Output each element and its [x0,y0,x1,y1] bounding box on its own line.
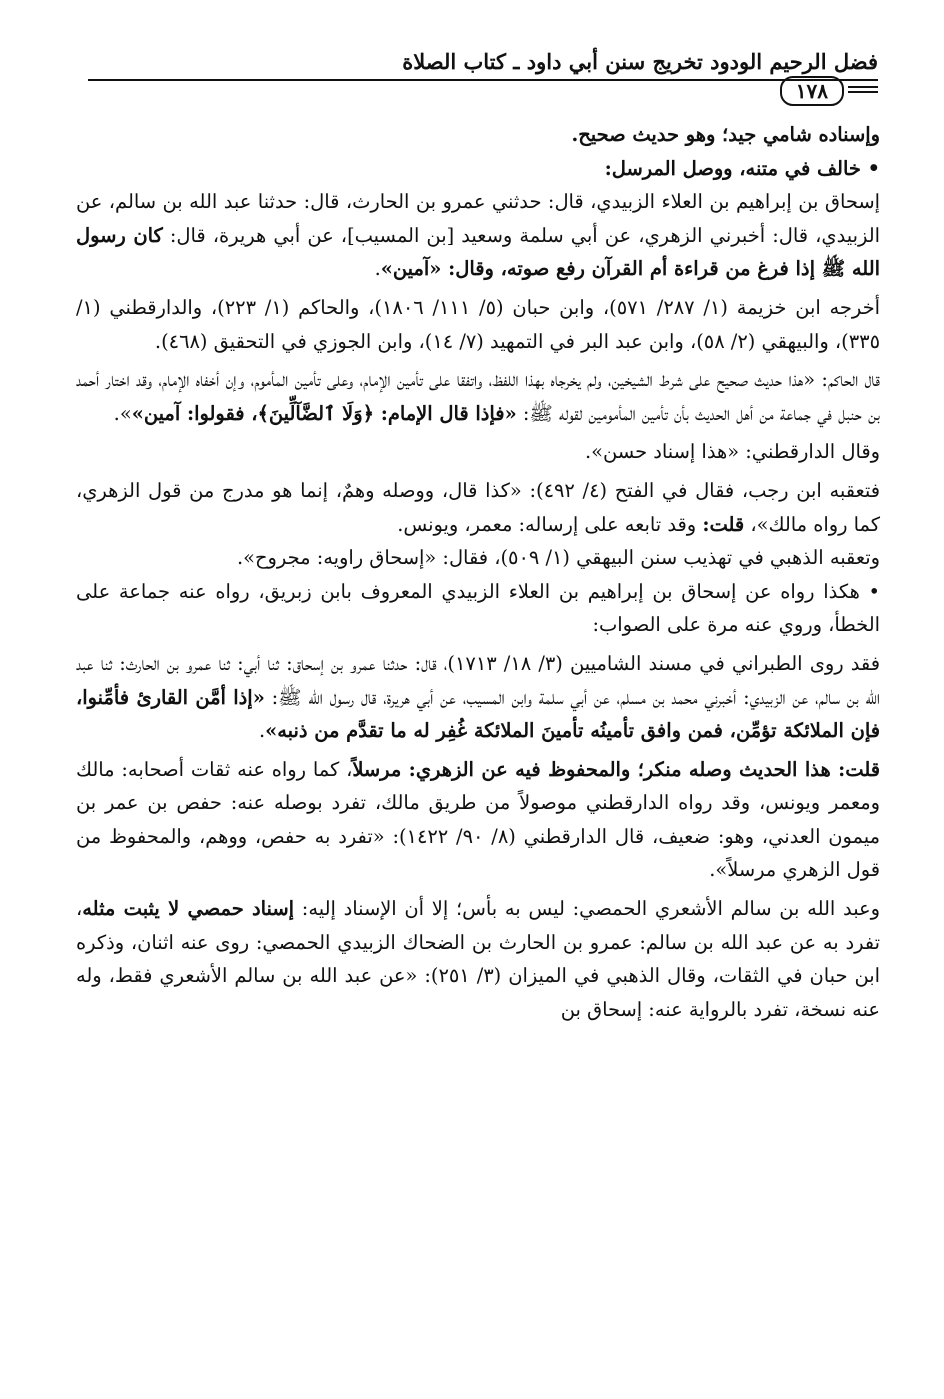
paragraph [76,118,880,152]
text-run: وقد تابعه على إرساله: معمر، ويونس. [397,512,703,536]
text-run: وعبد الله بن سالم الأشعري الحمصي: ليس به بأس؛ إلا أن الإسناد إليه: [294,897,880,921]
bold-text: • خالف في متنه، ووصل المرسل: [604,156,880,180]
text-run: فقد روى الطبراني في مسند الشاميين (٣/ ١٨/ ١٧١٣)، قال: حدثنا عمرو بن إسحاق: ثنا أبي: ثنا عمرو بن الحارث: ثنا عبد الله بن سالم، عن الزبيدي: أخبرني محمد بن مسلم، عن أبي سلمة وابن المسيب، عن أبي هريرة، قال رسول الله ﷺ: [76,651,880,709]
text-run: ، كما رواه عنه ثقات أصحابه: مالك ومعمر ويونس، وقد رواه الدارقطني موصولاً من طريق مالك، تفرد بوصله عنه: حفص بن عمر بن ميمون العدني، وهو: ضعيف، قال الدارقطني (٨/ ٩٠/ ١٤٢٢): «تفرد به حفص، ووهم، والمحفوظ من قول الزهري مرسلاً». [76,757,880,882]
text-run: • هكذا رواه عن إسحاق بن إبراهيم بن العلاء الزبيدي المعروف بابن زبريق، رواه عنه جماعة على الخطأ، وروي عنه مرة على الصواب: [76,579,880,637]
ornament-line [848,86,878,88]
bold-text: «إذا أمَّن القارئ فأمِّنوا، فإن الملائكة تؤمِّن، فمن وافق تأمينُه تأمينَ الملائكة غُفِر له ما تقدَّم من ذنبه» [76,685,880,743]
text-run: وتعقبه الذهبي في تهذيب سنن البيهقي (١/ ٥٠٩)، فقال: «إسحاق راويه: مجروح». [237,546,880,570]
text-run: قال الحاكم: «هذا حديث صحيح على شرط الشيخين، ولم يخرجاه بهذا اللفظ، واتفقا على تأمين الإمام، وعلى تأمين المأموم، وإن أخفاه الإمام، وقد اختار أحمد بن حنبل في جماعة من أهل الحديث بأن تأمين المأمومين لقوله ﷺ: [76,368,880,425]
running-title: فضل الرحيم الودود تخريج سنن أبي داود ـ كتاب الصلاة [402,49,878,74]
bold-text: وإسناده شامي جيد؛ وهو حديث صحيح. [571,123,880,146]
paragraph [76,541,880,575]
page-number-row [88,76,878,106]
text-run: إسحاق بن إبراهيم بن العلاء الزبيدي، قال: حدثني عمرو بن الحارث، قال: حدثنا عبد الله بن سالم، عن الزبيدي، قال: أخبرني الزهري، عن أبي سلمة وسعيد [بن المسيب]، عن أبي هريرة، قال: [76,190,880,247]
text-run: . [258,719,266,743]
paragraph [76,185,880,286]
bold-text: قلت: [702,512,745,536]
bold-text: «فإذا قال الإمام: ﴿وَلَا ٱلضَّآلِّينَ﴾، فقولوا: آمين» [131,401,517,425]
paragraph [76,753,880,887]
bold-text: كان رسول الله ﷺ إذا فرغ من قراءة أم القرآن رفع صوته، وقال: «آمين» [76,223,880,281]
paragraph [76,152,880,186]
text-run: . [374,257,381,281]
ornament-line [848,91,878,93]
paragraph [76,575,880,642]
paragraph [76,892,880,1026]
text-run: فتعقبه ابن رجب، فقال في الفتح (٤/ ٤٩٢): «كذا قال، ووصله وهمٌ، إنما هو مدرج من قول الزهري، كما رواه مالك»، [76,478,880,536]
page-number: ١٧٨ [780,76,844,106]
bold-text: إسناد حمصي لا يثبت مثله [82,897,295,921]
page-body [76,118,880,1026]
text-run: وقال الدارقطني: «هذا إسناد حسن». [585,440,880,464]
paragraph [76,435,880,469]
paragraph [76,291,880,358]
paragraph [76,474,880,541]
paragraph [76,363,880,430]
text-run: ، تفرد به عن عبد الله بن سالم: عمرو بن الحارث بن الضحاك الزبيدي الحمصي: روى عنه اثنان، وذكره ابن حبان في الثقات، وقال الذهبي في الميزان (٣/ ٢٥١): «عن عبد الله بن سالم الأشعري فقط، وله عنه نسخة، تفرد بالرواية عنه: إسحاق بن [76,897,880,1021]
text-run: أخرجه ابن خزيمة (١/ ٢٨٧/ ٥٧١)، وابن حبان (٥/ ١١١/ ١٨٠٦)، والحاكم (١/ ٢٢٣)، والدارقطني (١/ ٣٣٥)، والبيهقي (٢/ ٥٨)، وابن عبد البر في التمهيد (٧/ ١٤)، وابن الجوزي في التحقيق (٤٦٨). [76,295,880,353]
text-run: ». [113,401,132,425]
bold-text: قلت: هذا الحديث وصله منكر؛ والمحفوظ فيه عن الزهري: مرسلاً [352,757,881,781]
paragraph [76,647,880,748]
